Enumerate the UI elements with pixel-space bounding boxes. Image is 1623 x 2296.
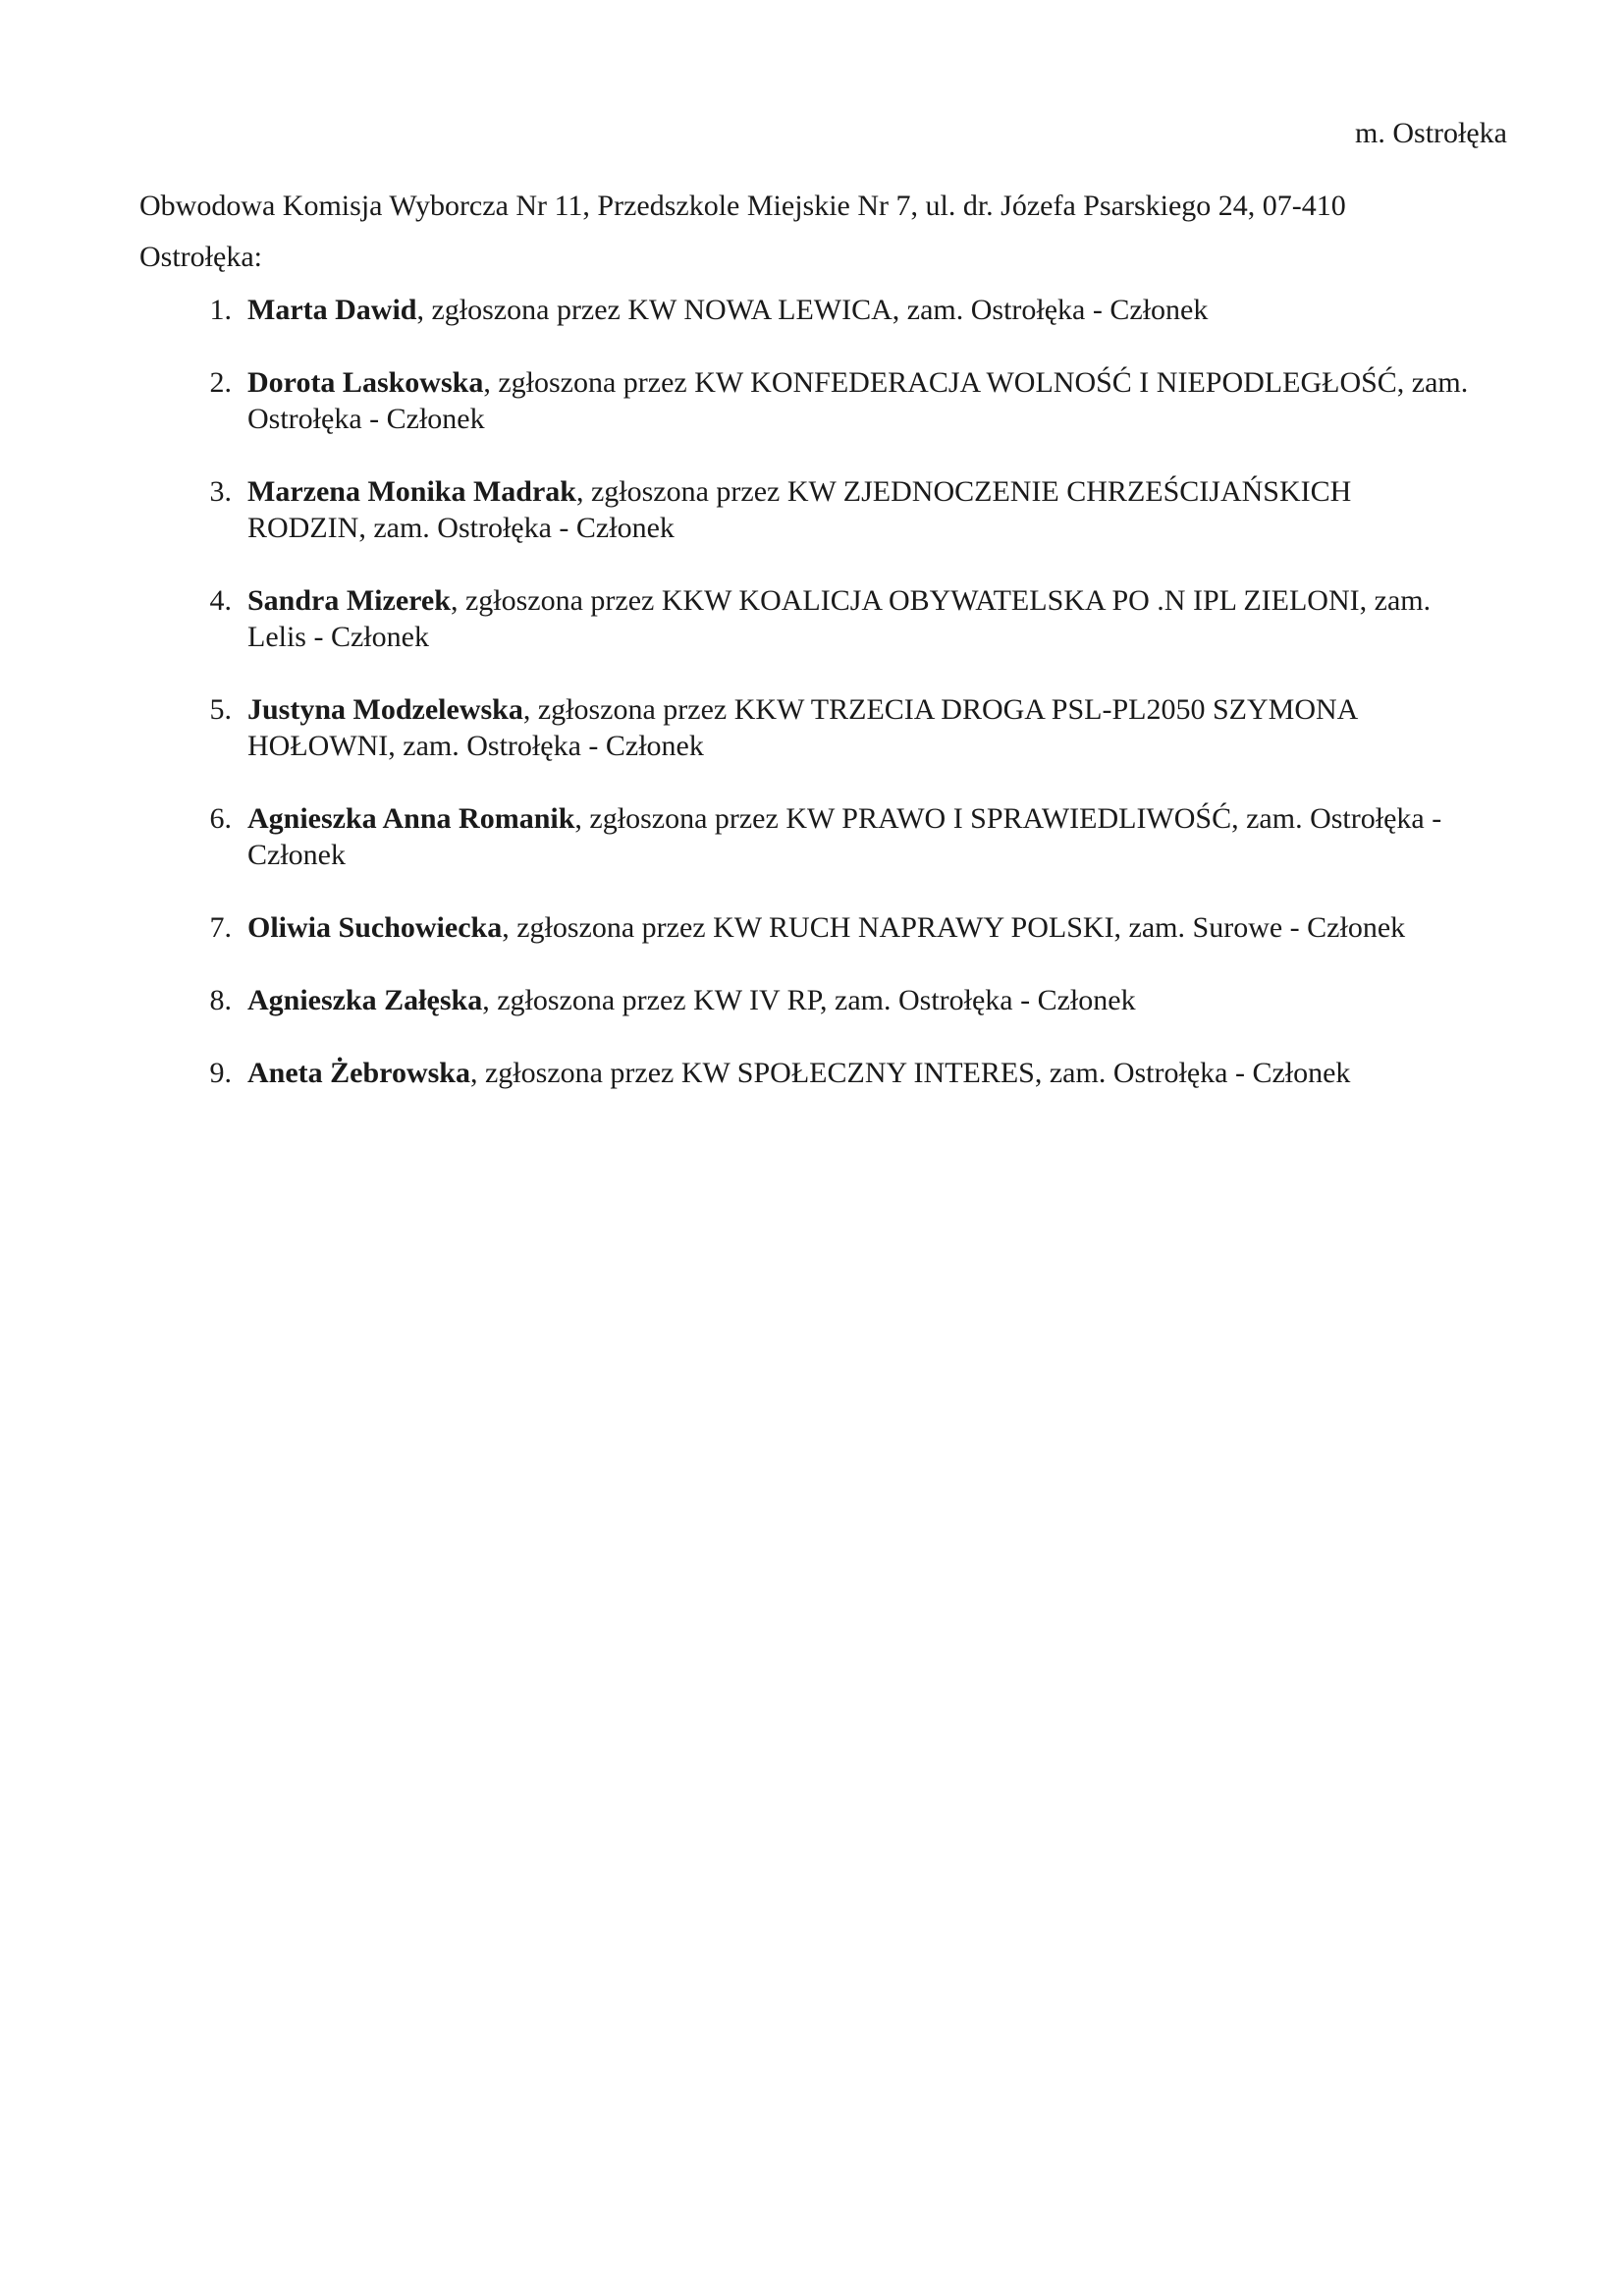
member-details: , zgłoszona przez KKW KOALICJA OBYWATELSKA PO .N IPL ZIELONI, zam. Lelis - Członek (247, 584, 1432, 653)
member-details: , zgłoszona przez KW IV RP, zam. Ostrołęka - Członek (482, 984, 1136, 1016)
member-item (192, 800, 1469, 873)
member-name: Oliwia Suchowiecka (247, 911, 503, 944)
member-item (192, 1055, 1469, 1091)
member-details: , zgłoszona przez KW KONFEDERACJA WOLNOŚĆ I NIEPODLEGŁOŚĆ, zam. Ostrołęka - Członek (247, 366, 1469, 435)
member-name: Marzena Monika Madrak (247, 475, 576, 508)
member-item (192, 473, 1469, 546)
member-details: , zgłoszona przez KW ZJEDNOCZENIE CHRZEŚCIJAŃSKICH RODZIN, zam. Ostrołęka - Członek (247, 475, 1352, 544)
member-name: Agnieszka Anna Romanik (247, 802, 575, 835)
member-name: Dorota Laskowska (247, 366, 484, 399)
member-number: 6. (209, 802, 232, 835)
member-item (192, 364, 1469, 437)
member-item (192, 691, 1469, 764)
member-number: 5. (209, 693, 232, 726)
member-details: , zgłoszona przez KW NOWA LEWICA, zam. Ostrołęka - Członek (416, 294, 1209, 326)
member-name: Sandra Mizerek (247, 584, 451, 617)
member-item (192, 982, 1469, 1018)
member-details: , zgłoszona przez KW PRAWO I SPRAWIEDLIWOŚĆ, zam. Ostrołęka - Członek (247, 802, 1442, 871)
member-name: Agnieszka Załęska (247, 984, 483, 1016)
member-item (192, 292, 1469, 328)
member-name: Justyna Modzelewska (247, 693, 523, 726)
member-details: , zgłoszona przez KW SPOŁECZNY INTERES, zam. Ostrołęka - Członek (469, 1057, 1351, 1089)
commission-description: Obwodowa Komisja Wyborcza Nr 11, Przedszkole Miejskie Nr 7, ul. dr. Józefa Psarskiego 24, 07-410 Ostrołęka: (139, 190, 1346, 273)
member-number: 7. (209, 911, 232, 944)
member-number: 4. (209, 584, 232, 617)
member-number: 9. (209, 1057, 232, 1089)
member-name: Aneta Żebrowska (247, 1057, 470, 1089)
member-number: 1. (209, 294, 232, 326)
member-name: Marta Dawid (247, 294, 417, 326)
member-number: 3. (209, 475, 232, 508)
member-number: 8. (209, 984, 232, 1016)
location-header: m. Ostrołęka (1355, 117, 1507, 149)
member-details: , zgłoszona przez KW RUCH NAPRAWY POLSKI, zam. Surowe - Członek (502, 911, 1406, 944)
member-number: 2. (209, 366, 232, 399)
member-list (192, 292, 1469, 1127)
member-item (192, 909, 1469, 946)
member-details: , zgłoszona przez KKW TRZECIA DROGA PSL-PL2050 SZYMONA HOŁOWNI, zam. Ostrołęka - Członek (247, 693, 1357, 762)
member-item (192, 582, 1469, 655)
